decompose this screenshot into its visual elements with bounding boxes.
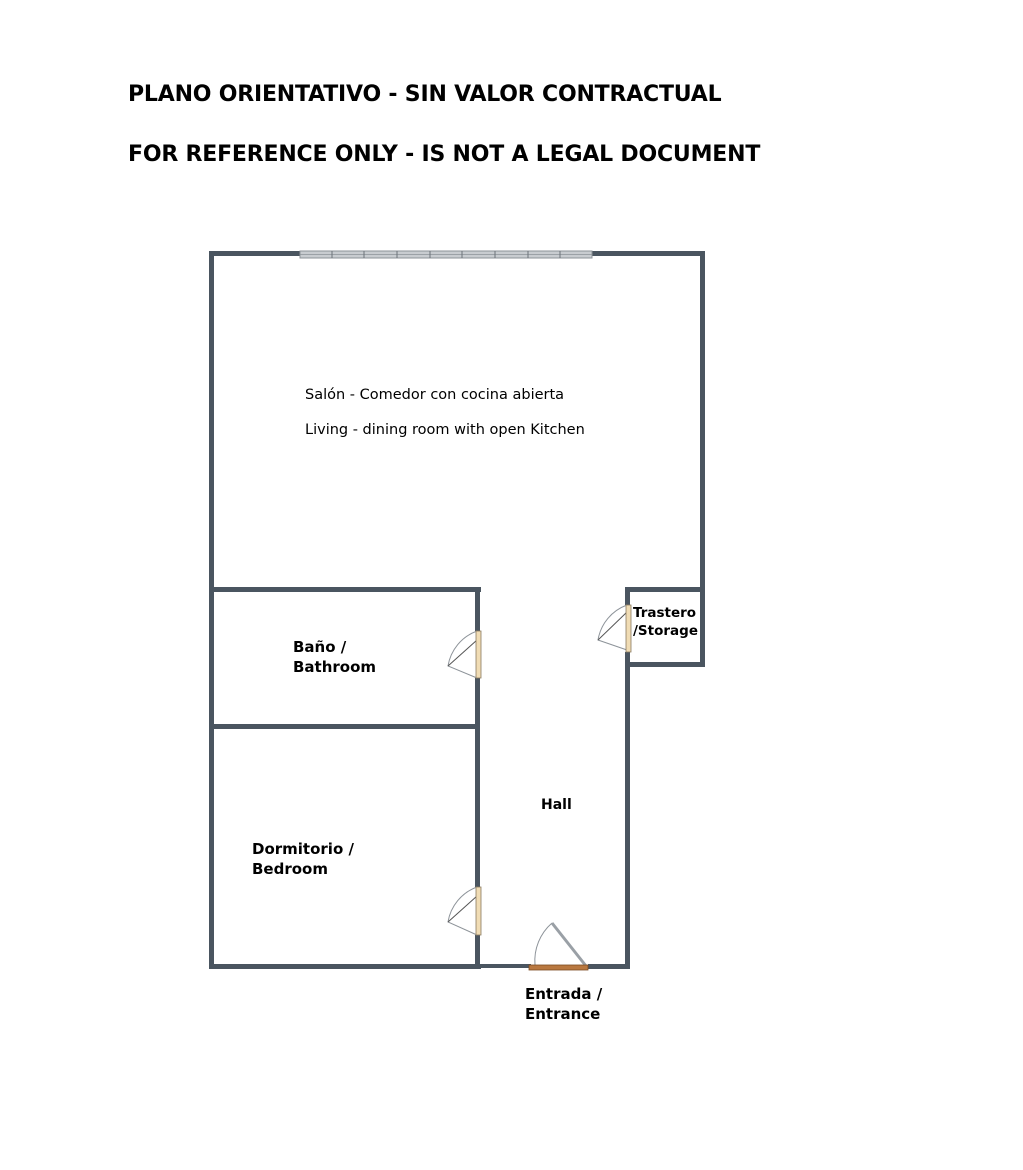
bathroom-door [448, 631, 481, 678]
entrance-door [529, 923, 588, 970]
entrance-label-es: Entrada / [525, 985, 603, 1003]
window [300, 251, 592, 258]
wall-bottom-right [588, 964, 629, 969]
bedroom-door [448, 887, 481, 935]
wall-bath-right-b [475, 678, 480, 887]
wall-top-left [209, 251, 304, 256]
wall-bed-right-c [475, 935, 480, 969]
wall-left [209, 251, 214, 969]
wall-bath-right-a [475, 587, 480, 631]
wall-bath-bed [209, 724, 479, 729]
bedroom-label-en: Bedroom [252, 860, 328, 878]
disclaimer-english: FOR REFERENCE ONLY - IS NOT A LEGAL DOCUMENT [128, 142, 761, 167]
wall-bottom-hall [481, 964, 531, 968]
hall-label: Hall [541, 797, 572, 813]
disclaimer-spanish: PLANO ORIENTATIVO - SIN VALOR CONTRACTUAL [128, 82, 722, 107]
living-label-en: Living - dining room with open Kitchen [305, 422, 585, 438]
storage-label-en: /Storage [633, 623, 698, 639]
wall-storage-bottom [625, 662, 705, 667]
wall-storage-left-a [625, 587, 630, 605]
wall-hall-right [625, 652, 630, 969]
wall-bottom-left [209, 964, 481, 969]
living-label-es: Salón - Comedor con cocina abierta [305, 387, 565, 403]
bathroom-label-en: Bathroom [293, 658, 377, 676]
wall-right [700, 251, 705, 667]
bathroom-label-es: Baño / [293, 638, 347, 656]
wall-top-right [590, 251, 705, 256]
wall-storage-top [625, 587, 705, 592]
bedroom-label-es: Dormitorio / [252, 840, 354, 858]
storage-door [598, 605, 631, 652]
storage-label-es: Trastero [633, 605, 697, 621]
entrance-label-en: Entrance [525, 1005, 601, 1023]
wall-bathroom-top [209, 587, 481, 592]
